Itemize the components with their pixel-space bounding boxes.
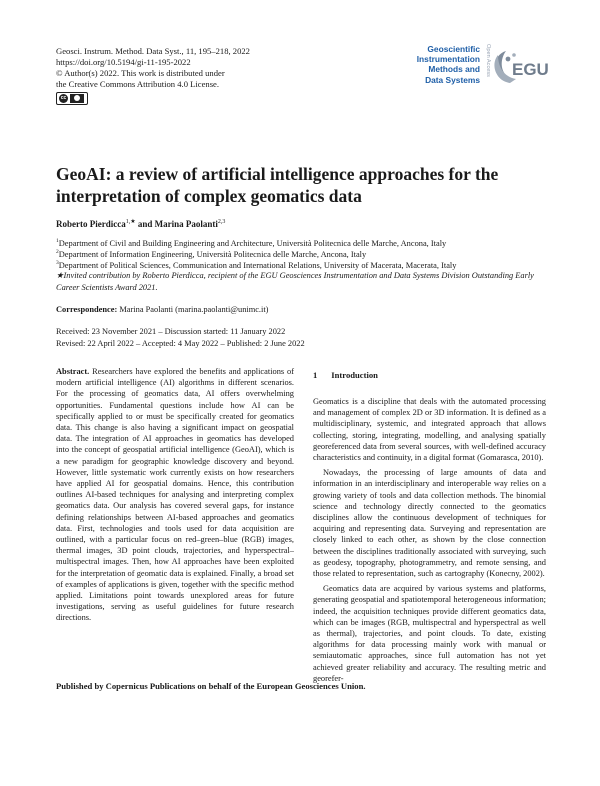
egu-logo (490, 45, 549, 89)
correspondence (56, 305, 268, 314)
license-text: the Creative Commons Attribution 4.0 License. (56, 79, 220, 89)
journal-line-1: Geoscientific (427, 44, 480, 54)
journal-line-4: Data Systems (425, 74, 480, 85)
affiliation-number: 3 (56, 260, 59, 266)
egu-brand-text: EGU (512, 60, 549, 79)
journal-line-2: Instrumentation (416, 54, 480, 65)
journal-line-3: Methods and (428, 64, 480, 75)
body-paragraph: Geomatics is a discipline that deals with the automated processing and management of complex 2D or 3D information. It is defined as a multidisciplinary, systemic, and integrated approach that allows collecting, storing, integrating, modelling, and analysing spatially georeferenced data from several sources, with well-defined accuracy characteristics and continuity, in a digital format (Gomarasca, 2010). (313, 397, 546, 463)
cc-icon: cc (60, 95, 67, 101)
affiliation-text: Department of Political Sciences, Communication and International Relations, University of Macerata, Macerata, Italy (58, 260, 457, 270)
body-paragraph: Nowadays, the processing of large amounts of data and information in an interdisciplinary and interoperable way relies on a growing variety of tools and data collection methods. The binomial science and technology directly connected to the geomatics disciplines allow the continuous development of techniques for acquiring and representing data. Surveying and representation are closely linked to each other, as shown by the close connection between the disciplines traditionally associated with surveying, such as geodesy, topography, photogrammetry, and remote sensing, and those related to representation, such as cartography (Konecny, 2002). (313, 468, 546, 579)
abstract-label: Abstract. (56, 367, 90, 376)
citation: Geosci. Instrum. Method. Data Syst., 11, 195–218, 2022 (56, 46, 250, 56)
affiliation-text: Department of Information Engineering, Università Politecnica delle Marche, Ancona, Italy (58, 249, 367, 259)
affiliation-text: Department of Civil and Building Engineering and Architecture, Università Politecnica delle Marche, Ancona, Italy (58, 238, 447, 248)
body-paragraph: Geomatics data are acquired by various systems and platforms, generating geospatial and spatiotemporal heterogeneous information; indeed, the acquisition techniques provide different geomatics data, which can be images (RGB, multispectral and hyperspectral as well as thermal), trajectories, and point clouds. To date, existing algorithms for data processing mainly work with manual or semiautomatic approaches, since full automation has not yet achieved greater reliability and accuracy. The resulting metric and georefer- (313, 584, 546, 683)
person-icon (70, 94, 84, 103)
open-access-label (480, 42, 490, 88)
open-access-text: Open Access (485, 44, 491, 77)
correspondence-email[interactable]: Marina Paolanti (marina.paolanti@unimc.it) (119, 305, 269, 314)
paper-title: GeoAI: a review of artificial intelligence approaches for the interpretation of complex geomatics data (56, 164, 499, 206)
author-affiliation-marker: 1,★ (125, 219, 136, 225)
citation-header (56, 46, 250, 108)
author-name: Marina Paolanti (154, 219, 218, 229)
invited-contribution-note (56, 270, 546, 293)
dates-line-2: Revised: 22 April 2022 – Accepted: 4 May 2022 – Published: 2 June 2022 (56, 338, 305, 348)
author-separator: and (135, 219, 155, 229)
affiliation (56, 258, 546, 271)
doi-link[interactable]: https://doi.org/10.5194/gi-11-195-2022 (56, 57, 191, 67)
section-heading (313, 370, 392, 380)
journal-name (416, 44, 480, 85)
section-title: Introduction (331, 370, 378, 380)
dates-line-1: Received: 23 November 2021 – Discussion started: 11 January 2022 (56, 327, 286, 336)
publication-dates (56, 326, 305, 349)
abstract (56, 366, 294, 624)
author-name: Roberto Pierdicca (56, 219, 126, 229)
affiliation-number: 1 (56, 238, 59, 244)
affiliation-number: 2 (56, 249, 59, 255)
author-affiliation-marker: 2,3 (217, 219, 226, 225)
publisher-footer: Published by Copernicus Publications on behalf of the European Geosciences Union. (56, 681, 366, 691)
star-icon: ★ (56, 271, 64, 280)
introduction-body (313, 396, 546, 688)
correspondence-label: Correspondence: (56, 305, 118, 314)
abstract-text: Researchers have explored the benefits and applications of modern artificial intelligence (AI) algorithms in different scenarios. For the processing of geomatics data, AI offers overwhelming opportunities. Fundamental questions include how AI can be specifically applied to or must be specifically created for geomatics data. This change is also having a significant impact on geospatial data. The integration of AI approaches in geomatics has developed into the concept of geospatial artificial intelligence (GeoAI), which is a new paradigm for geographic knowledge discovery and beyond. However, little systematic work currently exists on how researchers have applied AI for geospatial domains. Hence, this contribution outlines AI-based techniques for analysing and interpreting complex geomatics data. Our analysis has covered several gaps, for instance defining relationships between AI-based approaches and geomatics data. First, technologies and tools used for data acquisition are outlined, with a particular focus on red–green–blue (RGB) images, thermal images, 3D point clouds, trajectories, and hyperspectral–multispectral images. Then, how AI approaches have been exploited for the interpretation of geomatic data is explained. Finally, a broad set of examples of applications is given, together with the specific method applied. Limitations point towards unexplored areas for future investigations, serving as useful guidelines for future research directions. (56, 367, 294, 623)
invited-note-text: Invited contribution by Roberto Pierdicca, recipient of the EGU Geosciences Instrumentation and Data Systems Division Outstanding Early Career Scientists Award 2021. (56, 271, 534, 292)
copyright: © Author(s) 2022. This work is distributed under (56, 68, 225, 78)
section-number: 1 (313, 370, 318, 380)
cc-by-license-icon[interactable] (56, 92, 88, 105)
author-list (56, 218, 225, 229)
